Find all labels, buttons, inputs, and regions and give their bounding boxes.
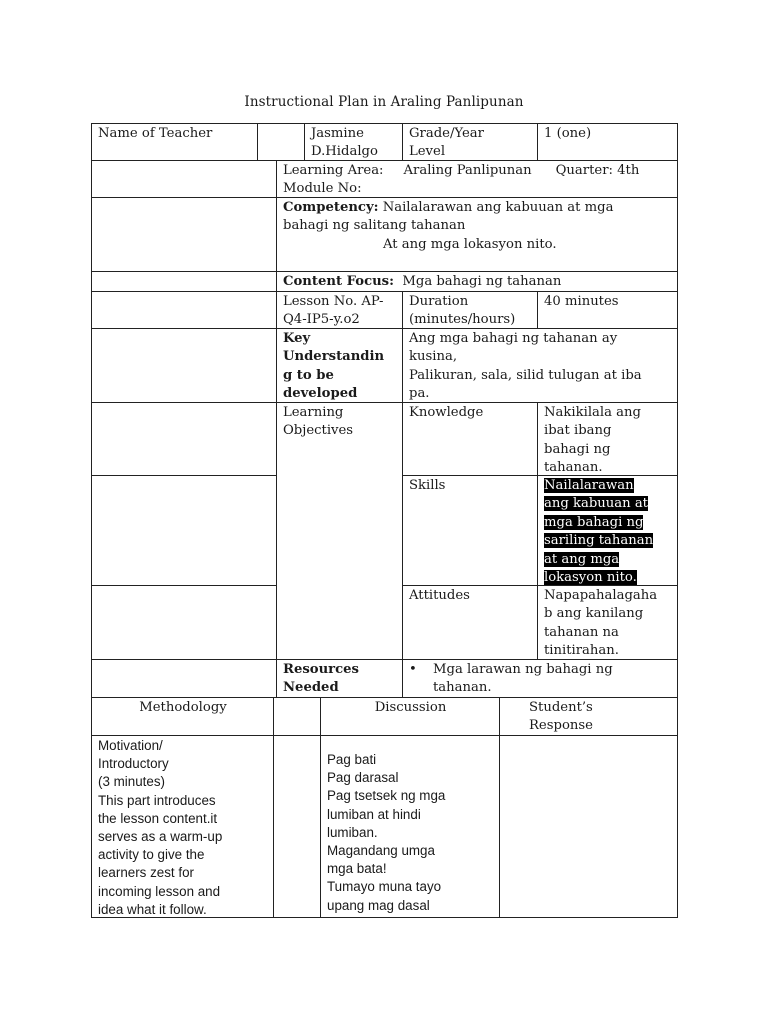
motivation-description-cell: [91, 735, 274, 918]
motivation-line: Introductory: [98, 756, 169, 772]
resources-label-line2: Needed: [283, 680, 339, 696]
knowledge-text-line: Nakikilala ang: [544, 405, 641, 420]
skills-text-line: at ang mga: [544, 551, 620, 567]
teacher-label: Name of Teacher: [98, 126, 213, 141]
content-focus-cell: [276, 271, 678, 292]
skills-text-line: Nailalarawan: [544, 478, 634, 493]
teacher-name-line2: D.Hidalgo: [311, 144, 378, 160]
knowledge-label: Knowledge: [409, 405, 484, 420]
resources-label-cell: [276, 659, 403, 698]
competency-text-line1: Nailalarawan ang kabuuan at mga: [378, 200, 614, 215]
teacher-blank-cell: [257, 123, 305, 161]
motivation-line: idea what it follow.: [98, 901, 207, 917]
teacher-name-cell: [304, 123, 403, 161]
discussion-header: Discussion: [374, 700, 447, 715]
resources-label-line1: Resources: [283, 662, 359, 677]
learning-objectives-label-line1: Learning: [283, 405, 344, 420]
key-understanding-text-cell: [402, 328, 678, 403]
content-focus-value: Mga bahagi ng tahanan: [393, 274, 562, 289]
skills-text-line: mga bahagi ng: [544, 514, 644, 530]
left-blank-cell: [91, 160, 277, 198]
skills-text-line: ang kabuuan at: [544, 496, 648, 512]
bullet-icon: •: [409, 662, 417, 677]
duration-value-cell: [537, 291, 678, 329]
discussion-line: upang mag dasal: [327, 897, 430, 913]
left-blank-cell: [91, 271, 277, 292]
key-understanding-label-line: Key: [283, 331, 311, 346]
key-understanding-label-cell: [276, 328, 403, 403]
attitudes-label-cell: [402, 585, 538, 660]
motivation-line: learners zest for: [98, 865, 195, 881]
list-item: [409, 661, 672, 698]
competency-text-line3: At ang mga lokasyon nito.: [383, 236, 557, 252]
quarter-value: Quarter: 4th: [555, 163, 640, 178]
response-header-cell: [499, 697, 678, 736]
knowledge-text-line: bahagi ng: [544, 441, 611, 457]
attitudes-text-line: b ang kanilang: [544, 606, 644, 622]
document-title: Instructional Plan in Araling Panlipunan: [244, 94, 524, 110]
motivation-line: serves as a warm-up: [98, 829, 223, 845]
methodology-header: Methodology: [139, 700, 227, 715]
discussion-line: lumiban at hindi: [327, 806, 421, 822]
motivation-discussion-cell: [320, 735, 500, 918]
motivation-blank-cell: [273, 735, 321, 918]
skills-label-cell: [402, 475, 538, 586]
content-focus-label: Content Focus:: [283, 274, 394, 289]
learning-area-value: Araling Panlipunan: [403, 163, 532, 178]
response-header-line1: Student’s: [529, 700, 593, 715]
attitudes-text-line: tinitirahan.: [544, 643, 619, 659]
grade-value: 1 (one): [544, 126, 592, 141]
lesson-no-cell: [276, 291, 403, 329]
knowledge-text-cell: [537, 402, 678, 476]
duration-label-cell: [402, 291, 538, 329]
attitudes-text-cell: [537, 585, 678, 660]
left-blank-cell: [91, 402, 277, 476]
key-understanding-label-line: g to be: [283, 367, 334, 383]
discussion-header-cell: [320, 697, 500, 736]
left-blank-cell: [91, 328, 277, 403]
motivation-line: This part introduces: [98, 792, 216, 808]
left-blank-cell: [91, 659, 277, 698]
motivation-line: incoming lesson and: [98, 883, 221, 899]
knowledge-label-cell: [402, 402, 538, 476]
discussion-line: Pag darasal: [327, 770, 399, 786]
attitudes-text-line: tahanan na: [544, 624, 619, 640]
lesson-no-line1: Lesson No. AP-: [283, 294, 384, 309]
knowledge-text-line: tahanan.: [544, 460, 603, 476]
knowledge-text-line: ibat ibang: [544, 423, 612, 439]
learning-objectives-label-line2: Objectives: [283, 423, 354, 439]
discussion-line: Magandang umga: [327, 843, 435, 859]
skills-label: Skills: [409, 478, 446, 493]
left-blank-cell: [91, 197, 277, 272]
resources-list-cell: [402, 659, 678, 698]
competency-label: Competency:: [283, 200, 379, 215]
method-blank-header-cell: [273, 697, 321, 736]
discussion-line: Pag tsetsek ng mga: [327, 788, 446, 804]
teacher-name-line1: Jasmine: [311, 126, 364, 141]
teacher-label-cell: [91, 123, 258, 161]
left-blank-cell: [91, 475, 277, 586]
competency-cell: [276, 197, 678, 272]
response-header-line2: Response: [529, 718, 593, 734]
grade-value-cell: [537, 123, 678, 161]
grade-label-line1: Grade/Year: [409, 126, 484, 141]
key-understanding-label-line: Understandin: [283, 349, 385, 365]
lesson-no-line2: Q4-IP5-y.o2: [283, 312, 360, 328]
duration-label-line1: Duration: [409, 294, 469, 309]
key-understanding-text-line: Palikuran, sala, silid tulugan at iba: [409, 367, 642, 383]
key-understanding-text-line: pa.: [409, 386, 430, 402]
motivation-line: the lesson content.it: [98, 810, 218, 826]
methodology-header-cell: [91, 697, 274, 736]
key-understanding-text-line: kusina,: [409, 349, 458, 365]
discussion-line: mga bata!: [327, 861, 387, 877]
skills-text-line: lokasyon nito.: [544, 570, 637, 586]
discussion-line: Pag bati: [327, 752, 377, 767]
motivation-line: activity to give the: [98, 847, 205, 863]
motivation-line: (3 minutes): [98, 774, 165, 790]
grade-label-cell: [402, 123, 538, 161]
left-blank-cell: [91, 291, 277, 329]
discussion-line: lumiban.: [327, 824, 378, 840]
learning-area-label: Learning Area:: [283, 163, 384, 178]
grade-label-line2: Level: [409, 144, 446, 160]
resources-item-line1: Mga larawan ng bahagi ng: [433, 662, 613, 677]
learning-area-cell: [276, 160, 678, 198]
module-label: Module No:: [283, 181, 362, 197]
key-understanding-label-line: developed: [283, 386, 358, 402]
attitudes-text-line: Napapahalagaha: [544, 588, 658, 603]
skills-text-line: sariling tahanan: [544, 533, 654, 549]
motivation-line: Motivation/: [98, 738, 163, 753]
competency-text-line2: bahagi ng salitang tahanan: [283, 218, 466, 234]
attitudes-label: Attitudes: [409, 588, 470, 603]
resources-item-line2: tahanan.: [433, 680, 492, 696]
motivation-response-cell: [499, 735, 678, 918]
duration-value: 40 minutes: [544, 294, 619, 309]
skills-text-cell: [537, 475, 678, 586]
key-understanding-text-line: Ang mga bahagi ng tahanan ay: [409, 331, 618, 346]
discussion-line: Tumayo muna tayo: [327, 879, 442, 895]
learning-objectives-label-cell: [276, 402, 403, 660]
duration-label-line2: (minutes/hours): [409, 312, 516, 328]
left-blank-cell: [91, 585, 277, 660]
